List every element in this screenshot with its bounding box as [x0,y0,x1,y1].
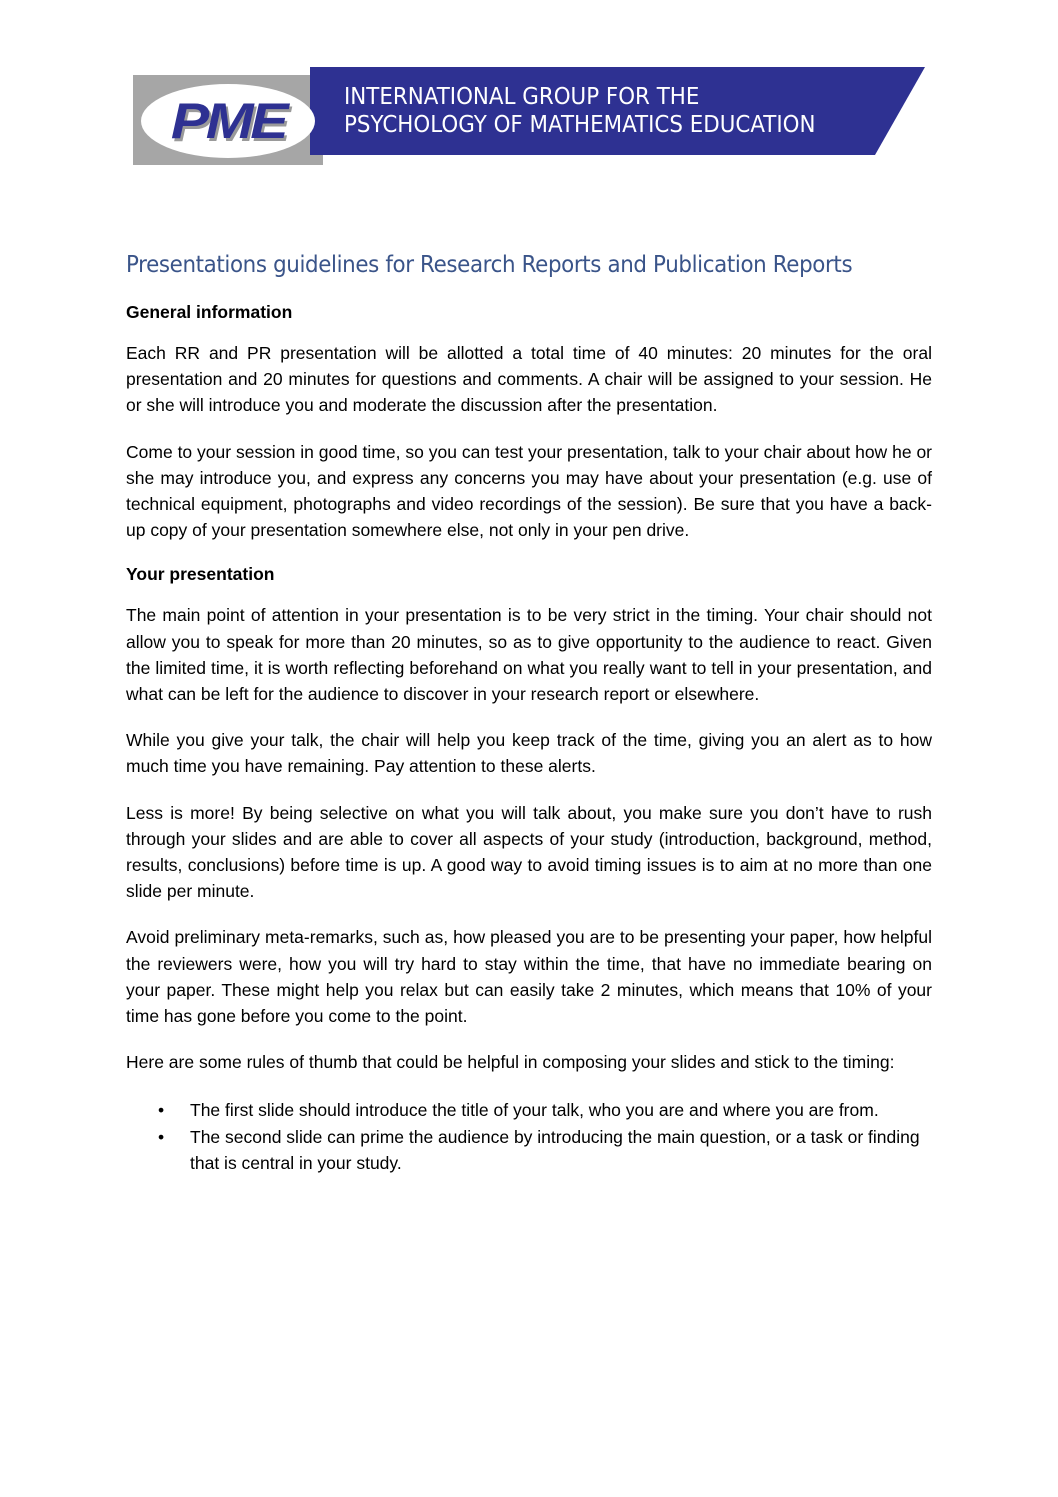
paragraph: Come to your session in good time, so you can test your presentation, talk to your chair about how he or she may introduce you, and express any concerns you may have about your presentation (e.g. use of technical equipment, photographs and video recordings of the session). Be sure that you have a back-up copy of your presentation somewhere else, not only in your pen drive. [126,441,932,541]
document-body [126,252,932,1176]
paragraph: Each RR and PR presentation will be allotted a total time of 40 minutes: 20 minutes for the oral presentation and 20 minutes for questions and comments. A chair will be assigned to your session. He or she will introduce you and moderate the discussion after the presentation. [126,343,932,416]
org-name-line1: INTERNATIONAL GROUP FOR THE [344,84,700,110]
paragraph: While you give your talk, the chair will help you keep track of the time, giving you an alert as to how much time you have remaining. Pay attention to these alerts. [126,730,932,777]
bullet-icon: • [158,1100,165,1121]
org-name [344,83,816,139]
section-general-information [126,301,932,543]
section-your-presentation [126,563,932,1176]
list-item [126,1124,932,1176]
pme-header-banner [0,0,1058,180]
bullet-icon: • [158,1126,165,1147]
section-heading: General information [126,302,293,322]
list-item-text: The first slide should introduce the title of your talk, who you are and where you are from. [190,1100,879,1121]
paragraph: Here are some rules of thumb that could be helpful in composing your slides and stick to the timing: [126,1052,895,1073]
org-name-line2: PSYCHOLOGY OF MATHEMATICS EDUCATION [344,112,816,138]
paragraph: The main point of attention in your presentation is to be very strict in the timing. Your chair should not allow you to speak for more than 20 minutes, so as to give opportunity to the audience to react. Given the limited time, it is worth reflecting beforehand on what you really want to tell in your presentation, and what can be left for the audience to discover in your research report or elsewhere. [126,605,932,705]
document-title: Presentations guidelines for Research Reports and Publication Reports [126,252,853,278]
paragraph: Avoid preliminary meta-remarks, such as, how pleased you are to be presenting your paper, how helpful the reviewers were, how you will try hard to stay within the time, that have no immediate bearing on your paper. These might help you relax but can easily take 2 minutes, which means that 10% of your time has gone before you come to the point. [126,927,932,1027]
list-item [126,1097,932,1123]
rules-list-wrapper [126,1097,932,1176]
list-item-text: The second slide can prime the audience by introducing the main question, or a task or finding that is central in your study. [190,1126,920,1173]
pme-logo: PME [170,93,286,149]
rules-of-thumb-list [126,1097,932,1176]
paragraph: Less is more! By being selective on what you will talk about, you make sure you don’t have to rush through your slides and are able to cover all aspects of your study (introduction, background, method, results, conclusions) before time is up. A good way to avoid timing issues is to aim at no more than one slide per minute. [126,802,932,902]
section-heading: Your presentation [126,564,275,585]
